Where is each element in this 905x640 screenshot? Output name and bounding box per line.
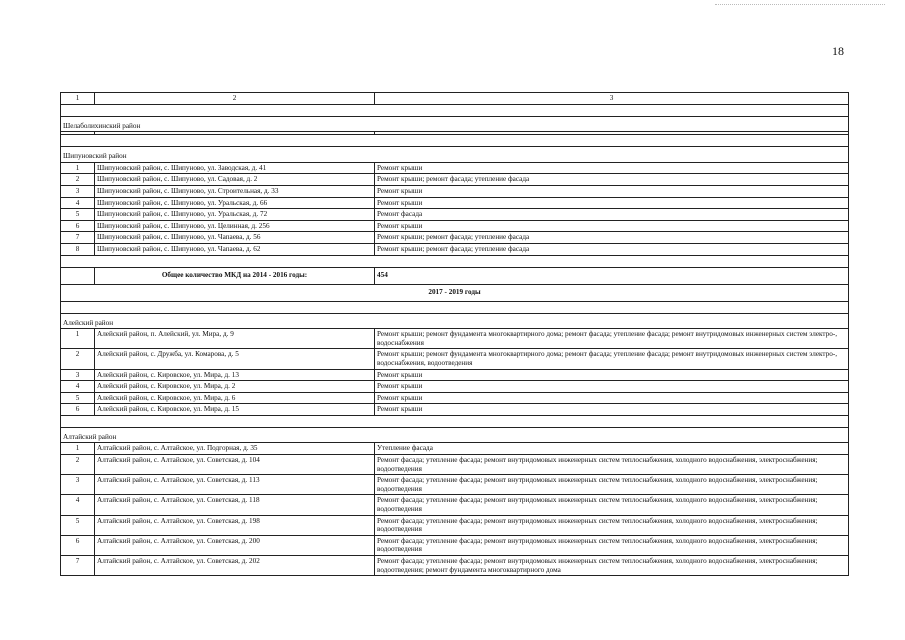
table-row [61, 392, 849, 404]
row-work-type: Ремонт фасада; утепление фасада; ремонт внутридомовых инженерных систем теплоснабжения, холодного водоснабжения, электроснабжения; водоотведения [375, 455, 849, 475]
row-number: 2 [61, 349, 95, 369]
row-address: Алтайский район, с. Алтайское, ул. Подгорная, д. 35 [95, 443, 375, 455]
row-work-type: Ремонт крыши [375, 392, 849, 404]
row-address: Алейский район, п. Алейский, ул. Мира, д. 9 [95, 329, 375, 349]
spacer-row [61, 104, 849, 116]
row-work-type: Ремонт крыши [375, 369, 849, 381]
table-row [61, 369, 849, 381]
column-number-2: 2 [95, 93, 375, 105]
scan-edge-marks [715, 0, 885, 5]
table-row [61, 232, 849, 244]
row-work-type: Ремонт фасада; утепление фасада; ремонт внутридомовых инженерных систем теплоснабжения, холодного водоснабжения, электроснабжения; водоотведения [375, 515, 849, 535]
row-address: Шипуновский район, с. Шипуново, ул. Садовая, д. 2 [95, 174, 375, 186]
row-number: 6 [61, 404, 95, 416]
row-number: 8 [61, 243, 95, 255]
row-address: Шипуновский район, с. Шипуново, ул. Заводская, д. 41 [95, 162, 375, 174]
repair-table [60, 92, 849, 576]
table-row [61, 329, 849, 349]
region-name: Шелаболихинский район [61, 116, 849, 132]
row-work-type: Ремонт крыши; ремонт фундамента многоквартирного дома; ремонт фасада; утепление фасада; ремонт внутридомовых инженерных систем электро-, водоснабжения [375, 329, 849, 349]
row-number: 7 [61, 232, 95, 244]
row-number: 1 [61, 443, 95, 455]
table-row [61, 162, 849, 174]
row-work-type: Ремонт крыши [375, 404, 849, 416]
table-row [61, 535, 849, 555]
spacer-cell [61, 135, 849, 147]
row-address: Алейский район, с. Кировское, ул. Мира, д. 2 [95, 381, 375, 393]
row-address: Алейский район, с. Кировское, ул. Мира, д. 15 [95, 404, 375, 416]
row-work-type: Ремонт фасада; утепление фасада; ремонт внутридомовых инженерных систем теплоснабжения, холодного водоснабжения, электроснабжения; водоотведения [375, 535, 849, 555]
table-row [61, 556, 849, 576]
row-number: 4 [61, 381, 95, 393]
table-row [61, 197, 849, 209]
row-work-type: Ремонт крыши; ремонт фундамента многоквартирного дома; ремонт фасада; утепление фасада; ремонт внутридомовых инженерных систем электро-, водоснабжения, водоотведения [375, 349, 849, 369]
row-number: 2 [61, 455, 95, 475]
table-row [61, 349, 849, 369]
row-address: Алейский район, с. Кировское, ул. Мира, д. 13 [95, 369, 375, 381]
row-number: 6 [61, 535, 95, 555]
region-row [61, 313, 849, 329]
region-row [61, 427, 849, 443]
table-row [61, 174, 849, 186]
row-number: 3 [61, 369, 95, 381]
table-row [61, 495, 849, 515]
row-number: 1 [61, 162, 95, 174]
row-number: 2 [61, 174, 95, 186]
row-number: 4 [61, 197, 95, 209]
table-row [61, 209, 849, 221]
region-row [61, 147, 849, 163]
row-work-type: Ремонт крыши; ремонт фасада; утепление фасада [375, 232, 849, 244]
row-number: 3 [61, 475, 95, 495]
spacer-row [61, 255, 849, 267]
row-work-type: Ремонт фасада; утепление фасада; ремонт внутридомовых инженерных систем теплоснабжения, холодного водоснабжения, электроснабжения; водоотведения [375, 495, 849, 515]
row-work-type: Ремонт фасада; утепление фасада; ремонт внутридомовых инженерных систем теплоснабжения, холодного водоснабжения, электроснабжения; водоотведения; ремонт фундамента многоквартирного дома [375, 556, 849, 576]
row-number: 7 [61, 556, 95, 576]
spacer-cell [61, 255, 849, 267]
row-work-type: Ремонт крыши [375, 381, 849, 393]
row-address: Шипуновский район, с. Шипуново, ул. Уральская, д. 66 [95, 197, 375, 209]
row-number: 5 [61, 209, 95, 221]
table-row [61, 443, 849, 455]
row-address: Шипуновский район, с. Шипуново, ул. Строительная, д. 33 [95, 185, 375, 197]
row-work-type: Ремонт крыши [375, 197, 849, 209]
table-row [61, 381, 849, 393]
region-name: Шипуновский район [61, 147, 849, 163]
spacer-cell [61, 104, 849, 116]
period-row [61, 284, 849, 301]
spacer-row [61, 301, 849, 313]
table-row [61, 220, 849, 232]
region-row [61, 116, 849, 132]
table-row [61, 404, 849, 416]
row-work-type: Ремонт крыши [375, 185, 849, 197]
row-address: Алейский район, с. Кировское, ул. Мира, д. 6 [95, 392, 375, 404]
total-empty-cell [61, 267, 95, 284]
row-number: 1 [61, 329, 95, 349]
row-address: Алтайский район, с. Алтайское, ул. Советская, д. 104 [95, 455, 375, 475]
total-label: Общее количество МКД на 2014 - 2016 годы: [95, 267, 375, 284]
row-work-type: Ремонт крыши; ремонт фасада; утепление фасада [375, 243, 849, 255]
row-address: Алтайский район, с. Алтайское, ул. Советская, д. 200 [95, 535, 375, 555]
spacer-cell [61, 415, 849, 427]
region-name: Алейский район [61, 313, 849, 329]
spacer-row [61, 415, 849, 427]
total-row [61, 267, 849, 284]
period-heading: 2017 - 2019 годы [61, 284, 849, 301]
row-address: Алтайский район, с. Алтайское, ул. Советская, д. 198 [95, 515, 375, 535]
row-number: 5 [61, 392, 95, 404]
row-work-type: Ремонт крыши [375, 162, 849, 174]
row-work-type: Ремонт фасада [375, 209, 849, 221]
row-address: Алейский район, с. Дружба, ул. Комарова, д. 5 [95, 349, 375, 369]
table-row [61, 243, 849, 255]
table-row [61, 455, 849, 475]
row-address: Шипуновский район, с. Шипуново, ул. Чапаева, д. 62 [95, 243, 375, 255]
row-address: Шипуновский район, с. Шипуново, ул. Чапаева, д. 56 [95, 232, 375, 244]
row-number: 4 [61, 495, 95, 515]
row-address: Алтайский район, с. Алтайское, ул. Советская, д. 202 [95, 556, 375, 576]
region-name: Алтайский район [61, 427, 849, 443]
page-number: 18 [832, 44, 844, 58]
row-address: Алтайский район, с. Алтайское, ул. Советская, д. 113 [95, 475, 375, 495]
column-number-1: 1 [61, 93, 95, 105]
row-address: Шипуновский район, с. Шипуново, ул. Уральская, д. 72 [95, 209, 375, 221]
row-address: Алтайский район, с. Алтайское, ул. Советская, д. 118 [95, 495, 375, 515]
column-number-3: 3 [375, 93, 849, 105]
spacer-row [61, 135, 849, 147]
row-number: 5 [61, 515, 95, 535]
table-row [61, 185, 849, 197]
row-number: 6 [61, 220, 95, 232]
table-body [61, 93, 849, 576]
row-work-type: Утепление фасада [375, 443, 849, 455]
spacer-cell [61, 301, 849, 313]
column-number-row [61, 93, 849, 105]
table-row [61, 475, 849, 495]
row-number: 3 [61, 185, 95, 197]
row-work-type: Ремонт крыши [375, 220, 849, 232]
total-value: 454 [375, 267, 849, 284]
table-row [61, 515, 849, 535]
row-work-type: Ремонт крыши; ремонт фасада; утепление фасада [375, 174, 849, 186]
row-work-type: Ремонт фасада; утепление фасада; ремонт внутридомовых инженерных систем теплоснабжения, холодного водоснабжения, электроснабжения; водоотведения [375, 475, 849, 495]
row-address: Шипуновский район, с. Шипуново, ул. Целинная, д. 256 [95, 220, 375, 232]
